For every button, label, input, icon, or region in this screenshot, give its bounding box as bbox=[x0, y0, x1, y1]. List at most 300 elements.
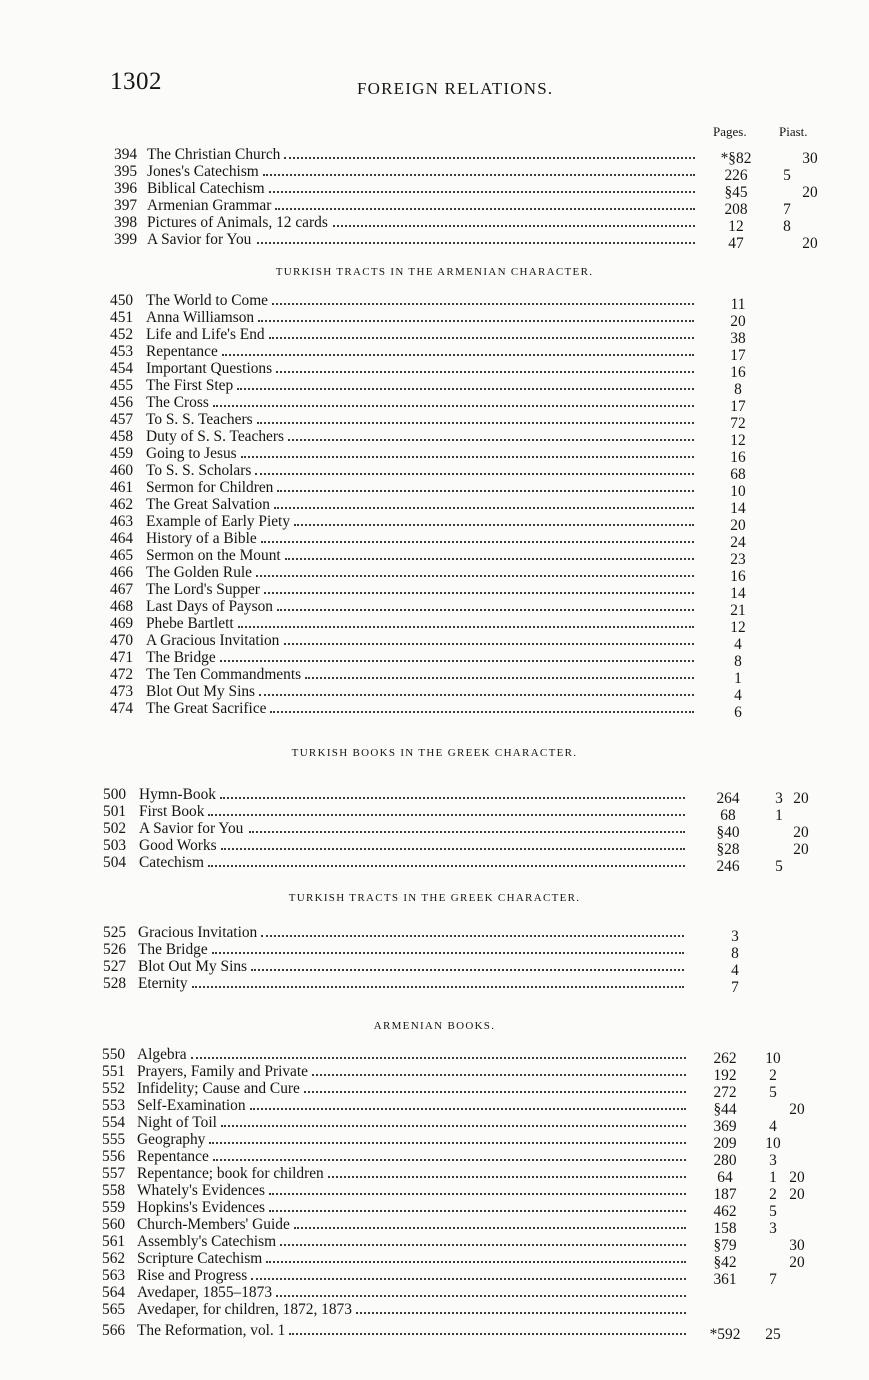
item-title: Going to Jesus bbox=[146, 445, 237, 462]
piasters-value: 3 bbox=[769, 1152, 777, 1169]
pages-value: 38 bbox=[730, 330, 746, 347]
dot-leader bbox=[221, 1125, 686, 1127]
item-number: 526 bbox=[103, 941, 127, 958]
pages-value: 192 bbox=[713, 1067, 737, 1084]
table-row bbox=[0, 666, 869, 687]
item-title: The Great Salvation bbox=[146, 496, 270, 513]
pages-value: 262 bbox=[713, 1050, 737, 1067]
pages-value: 4 bbox=[734, 636, 742, 653]
table-row bbox=[0, 700, 869, 721]
item-number: 501 bbox=[103, 803, 127, 820]
table-row bbox=[0, 632, 869, 653]
table-row bbox=[0, 1216, 869, 1237]
dot-leader bbox=[269, 1210, 686, 1212]
pages-value: 208 bbox=[724, 201, 748, 218]
pages-value: 14 bbox=[730, 585, 746, 602]
table-row bbox=[0, 975, 869, 996]
item-number: 456 bbox=[110, 394, 134, 411]
item-title: Gracious Invitation bbox=[138, 924, 258, 941]
item-title: Duty of S. S. Teachers bbox=[146, 428, 284, 445]
pages-value: 68 bbox=[730, 466, 746, 483]
item-number: 564 bbox=[102, 1284, 126, 1301]
pages-value: 12 bbox=[730, 619, 746, 636]
dot-leader bbox=[294, 1227, 686, 1229]
item-number: 455 bbox=[110, 377, 134, 394]
item-title: The Cross bbox=[146, 394, 209, 411]
paras-value: 20 bbox=[789, 1169, 805, 1186]
table-row bbox=[0, 513, 869, 534]
dot-leader bbox=[241, 456, 694, 458]
table-row bbox=[0, 1284, 869, 1301]
item-number: 457 bbox=[110, 411, 134, 428]
item-number: 562 bbox=[102, 1250, 126, 1267]
item-title: The Lord's Supper bbox=[146, 581, 260, 598]
table-row bbox=[0, 1233, 869, 1254]
item-number: 563 bbox=[102, 1267, 126, 1284]
piasters-value: 5 bbox=[769, 1203, 777, 1220]
pages-value: 361 bbox=[713, 1271, 737, 1288]
dot-leader bbox=[270, 711, 694, 713]
dot-leader bbox=[288, 439, 694, 441]
piasters-value: 3 bbox=[769, 1220, 777, 1237]
item-number: 469 bbox=[110, 615, 134, 632]
table-row bbox=[0, 309, 869, 330]
table-row bbox=[0, 360, 869, 381]
item-number: 553 bbox=[102, 1097, 126, 1114]
pages-value: 72 bbox=[730, 415, 746, 432]
pages-value: 187 bbox=[713, 1186, 737, 1203]
dot-leader bbox=[269, 1193, 686, 1195]
piasters-value: 7 bbox=[783, 201, 791, 218]
item-number: 473 bbox=[110, 683, 134, 700]
dot-leader bbox=[251, 1278, 686, 1280]
dot-leader bbox=[280, 1244, 686, 1246]
item-number: 561 bbox=[102, 1233, 126, 1250]
pages-value: §42 bbox=[713, 1254, 737, 1271]
item-number: 467 bbox=[110, 581, 134, 598]
dot-leader bbox=[256, 575, 694, 577]
item-title: Pictures of Animals, 12 cards bbox=[147, 214, 328, 231]
item-title: Hymn-Book bbox=[139, 786, 216, 803]
pages-value: 12 bbox=[728, 218, 744, 235]
pages-value: §44 bbox=[713, 1101, 737, 1118]
table-row bbox=[0, 292, 869, 313]
table-row bbox=[0, 197, 869, 218]
pages-value: 4 bbox=[731, 962, 739, 979]
item-title: Algebra bbox=[137, 1046, 187, 1063]
paras-value: 30 bbox=[789, 1237, 805, 1254]
item-title: Life and Life's End bbox=[146, 326, 265, 343]
dot-leader bbox=[269, 191, 695, 193]
item-title: Good Works bbox=[139, 837, 217, 854]
pages-value: 11 bbox=[730, 296, 746, 313]
pages-value: 1 bbox=[734, 670, 742, 687]
table-row bbox=[0, 1131, 869, 1152]
dot-leader bbox=[209, 1142, 686, 1144]
table-row bbox=[0, 445, 869, 466]
item-title: Repentance bbox=[146, 343, 218, 360]
pages-value: 14 bbox=[730, 500, 746, 517]
piasters-value: 8 bbox=[783, 218, 791, 235]
item-title: Example of Early Piety bbox=[146, 513, 291, 530]
dot-leader bbox=[264, 592, 694, 594]
pages-value: 272 bbox=[713, 1084, 737, 1101]
paras-value: 20 bbox=[789, 1186, 805, 1203]
item-number: 556 bbox=[102, 1148, 126, 1165]
dot-leader bbox=[328, 1176, 686, 1178]
item-title: The Reformation, vol. 1 bbox=[137, 1322, 286, 1339]
item-number: 550 bbox=[102, 1046, 126, 1063]
item-title: The Christian Church bbox=[147, 146, 281, 163]
item-number: 559 bbox=[102, 1199, 126, 1216]
pages-value: 23 bbox=[730, 551, 746, 568]
item-number: 528 bbox=[103, 975, 127, 992]
pages-value: 226 bbox=[724, 167, 748, 184]
item-title: To S. S. Scholars bbox=[146, 462, 252, 479]
item-title: To S. S. Teachers bbox=[146, 411, 253, 428]
paras-value: 20 bbox=[802, 235, 818, 252]
dot-leader bbox=[277, 490, 694, 492]
item-number: 470 bbox=[110, 632, 134, 649]
section-title: TURKISH TRACTS IN THE ARMENIAN CHARACTER. bbox=[275, 266, 594, 278]
item-number: 450 bbox=[110, 292, 134, 309]
pages-value: 246 bbox=[716, 858, 740, 875]
table-row bbox=[0, 343, 869, 364]
pages-value: §45 bbox=[724, 184, 748, 201]
pages-value: *592 bbox=[709, 1326, 741, 1343]
table-row bbox=[0, 581, 869, 602]
table-row bbox=[0, 1199, 869, 1220]
column-header-piasters: Piast. bbox=[779, 124, 808, 139]
pages-value: 8 bbox=[734, 381, 742, 398]
item-number: 555 bbox=[102, 1131, 126, 1148]
table-row bbox=[0, 214, 869, 235]
table-row bbox=[0, 1322, 869, 1343]
pages-value: 20 bbox=[730, 517, 746, 534]
pages-value: *§82 bbox=[720, 150, 752, 167]
dot-leader bbox=[220, 660, 694, 662]
dot-leader bbox=[250, 1108, 686, 1110]
item-title: Self-Examination bbox=[137, 1097, 246, 1114]
item-title: Important Questions bbox=[146, 360, 273, 377]
item-number: 395 bbox=[114, 163, 138, 180]
dot-leader bbox=[276, 1295, 686, 1297]
pages-value: 369 bbox=[713, 1118, 737, 1135]
piasters-value: 4 bbox=[769, 1118, 777, 1135]
table-row bbox=[0, 1046, 869, 1067]
item-title: Night of Toil bbox=[137, 1114, 217, 1131]
pages-value: 10 bbox=[730, 483, 746, 500]
pages-value: 7 bbox=[731, 979, 739, 996]
item-title: Hopkins's Evidences bbox=[137, 1199, 266, 1216]
piasters-value: 10 bbox=[765, 1135, 781, 1152]
item-title: Church-Members' Guide bbox=[137, 1216, 290, 1233]
item-title: Avedaper, for children, 1872, 1873 bbox=[137, 1301, 352, 1318]
dot-leader bbox=[213, 1159, 686, 1161]
item-number: 565 bbox=[102, 1301, 126, 1318]
pages-value: 21 bbox=[730, 602, 746, 619]
dot-leader bbox=[251, 969, 684, 971]
item-title: Rise and Progress bbox=[137, 1267, 248, 1284]
item-number: 451 bbox=[110, 309, 134, 326]
dot-leader bbox=[276, 371, 694, 373]
paras-value: 30 bbox=[802, 150, 818, 167]
table-row bbox=[0, 326, 869, 347]
column-header-pages: Pages. bbox=[713, 124, 747, 139]
paras-value: 20 bbox=[793, 841, 809, 858]
table-row bbox=[0, 411, 869, 432]
paras-value: 20 bbox=[793, 790, 809, 807]
piasters-value: 25 bbox=[765, 1326, 781, 1343]
item-title: Biblical Catechism bbox=[147, 180, 265, 197]
table-row bbox=[0, 547, 869, 568]
table-row bbox=[0, 1114, 869, 1135]
table-row bbox=[0, 428, 869, 449]
table-row bbox=[0, 683, 869, 704]
item-title: Armenian Grammar bbox=[147, 197, 272, 214]
item-number: 452 bbox=[110, 326, 134, 343]
paras-value: 20 bbox=[802, 184, 818, 201]
dot-leader bbox=[356, 1312, 686, 1314]
piasters-value: 5 bbox=[783, 167, 791, 184]
dot-leader bbox=[263, 174, 695, 176]
running-head: FOREIGN RELATIONS. bbox=[357, 79, 554, 98]
piasters-value: 2 bbox=[769, 1186, 777, 1203]
dot-leader bbox=[294, 524, 694, 526]
item-number: 466 bbox=[110, 564, 134, 581]
dot-leader bbox=[333, 225, 695, 227]
pages-value: 3 bbox=[731, 928, 739, 945]
dot-leader bbox=[255, 473, 694, 475]
item-number: 527 bbox=[103, 958, 127, 975]
table-row bbox=[0, 615, 869, 636]
item-number: 463 bbox=[110, 513, 134, 530]
item-number: 465 bbox=[110, 547, 134, 564]
pages-value: 64 bbox=[717, 1169, 733, 1186]
item-number: 566 bbox=[102, 1322, 126, 1339]
item-number: 399 bbox=[114, 231, 138, 248]
item-number: 474 bbox=[110, 700, 134, 717]
item-title: History of a Bible bbox=[146, 530, 257, 547]
item-number: 554 bbox=[102, 1114, 126, 1131]
pages-value: 68 bbox=[720, 807, 736, 824]
item-title: A Gracious Invitation bbox=[146, 632, 280, 649]
item-title: Sermon for Children bbox=[146, 479, 274, 496]
table-row bbox=[0, 1182, 869, 1203]
item-title: Catechism bbox=[139, 854, 204, 871]
item-title: Avedaper, 1855–1873 bbox=[137, 1284, 273, 1301]
item-title: Infidelity; Cause and Cure bbox=[137, 1080, 300, 1097]
item-number: 558 bbox=[102, 1182, 126, 1199]
section-title: TURKISH BOOKS IN THE GREEK CHARACTER. bbox=[291, 747, 578, 759]
item-number: 525 bbox=[103, 924, 127, 941]
piasters-value: 5 bbox=[769, 1084, 777, 1101]
item-number: 500 bbox=[103, 786, 127, 803]
piasters-value: 10 bbox=[765, 1050, 781, 1067]
table-row bbox=[0, 146, 869, 167]
item-title: Scripture Catechism bbox=[137, 1250, 263, 1267]
dot-leader bbox=[257, 242, 695, 244]
dot-leader bbox=[274, 507, 694, 509]
item-title: The Bridge bbox=[146, 649, 216, 666]
item-title: Repentance; book for children bbox=[137, 1165, 324, 1182]
dot-leader bbox=[222, 354, 694, 356]
dot-leader bbox=[285, 558, 694, 560]
dot-leader bbox=[266, 1261, 686, 1263]
item-number: 464 bbox=[110, 530, 134, 547]
item-title: Prayers, Family and Private bbox=[137, 1063, 308, 1080]
table-row bbox=[0, 1301, 869, 1318]
dot-leader bbox=[261, 541, 694, 543]
dot-leader bbox=[269, 337, 694, 339]
item-title: The Ten Commandments bbox=[146, 666, 302, 683]
dot-leader bbox=[208, 865, 685, 867]
table-row bbox=[0, 394, 869, 415]
table-row bbox=[0, 1080, 869, 1101]
dot-leader bbox=[192, 986, 684, 988]
item-title: Phebe Bartlett bbox=[146, 615, 234, 632]
paras-value: 20 bbox=[789, 1254, 805, 1271]
pages-value: 462 bbox=[713, 1203, 737, 1220]
item-title: Assembly's Catechism bbox=[137, 1233, 277, 1250]
item-title: Eternity bbox=[138, 975, 188, 992]
table-row bbox=[0, 1097, 869, 1118]
table-row bbox=[0, 377, 869, 398]
table-row bbox=[0, 530, 869, 551]
table-row bbox=[0, 598, 869, 619]
table-row bbox=[0, 462, 869, 483]
pages-value: 16 bbox=[730, 568, 746, 585]
dot-leader bbox=[272, 303, 694, 305]
table-row bbox=[0, 1267, 869, 1288]
item-number: 458 bbox=[110, 428, 134, 445]
item-number: 398 bbox=[114, 214, 138, 231]
paras-value: 20 bbox=[793, 824, 809, 841]
dot-leader bbox=[238, 626, 694, 628]
piasters-value: 5 bbox=[775, 858, 783, 875]
item-title: First Book bbox=[139, 803, 205, 820]
pages-value: 8 bbox=[731, 945, 739, 962]
table-row bbox=[0, 496, 869, 517]
item-number: 552 bbox=[102, 1080, 126, 1097]
page-number: 1302 bbox=[110, 68, 162, 95]
pages-value: 17 bbox=[730, 398, 746, 415]
pages-value: §28 bbox=[716, 841, 740, 858]
pages-value: 16 bbox=[730, 364, 746, 381]
item-title: Repentance bbox=[137, 1148, 209, 1165]
dot-leader bbox=[277, 609, 694, 611]
item-title: The First Step bbox=[146, 377, 234, 394]
item-title: A Savior for You bbox=[139, 820, 244, 837]
piasters-value: 1 bbox=[775, 807, 783, 824]
table-row bbox=[0, 958, 869, 979]
item-number: 459 bbox=[110, 445, 134, 462]
dot-leader bbox=[275, 208, 695, 210]
item-number: 504 bbox=[103, 854, 127, 871]
pages-value: 209 bbox=[713, 1135, 737, 1152]
table-row bbox=[0, 820, 869, 841]
item-title: Jones's Catechism bbox=[147, 163, 259, 180]
item-title: Geography bbox=[137, 1131, 206, 1148]
dot-leader bbox=[191, 1057, 686, 1059]
dot-leader bbox=[284, 643, 694, 645]
dot-leader bbox=[208, 814, 685, 816]
pages-value: 158 bbox=[713, 1220, 737, 1237]
item-title: Anna Williamson bbox=[146, 309, 255, 326]
item-number: 394 bbox=[114, 146, 138, 163]
dot-leader bbox=[261, 935, 684, 937]
table-row bbox=[0, 479, 869, 500]
item-title: The Golden Rule bbox=[146, 564, 252, 581]
item-number: 454 bbox=[110, 360, 134, 377]
dot-leader bbox=[259, 694, 694, 696]
dot-leader bbox=[249, 831, 685, 833]
dot-leader bbox=[258, 320, 694, 322]
item-number: 396 bbox=[114, 180, 138, 197]
pages-value: 264 bbox=[716, 790, 740, 807]
dot-leader bbox=[213, 405, 694, 407]
table-row bbox=[0, 854, 869, 875]
table-row bbox=[0, 924, 869, 945]
section-title: ARMENIAN BOOKS. bbox=[373, 1020, 496, 1032]
item-title: Blot Out My Sins bbox=[138, 958, 248, 975]
pages-value: 47 bbox=[728, 235, 744, 252]
pages-value: §40 bbox=[716, 824, 740, 841]
dot-leader bbox=[237, 388, 694, 390]
item-number: 560 bbox=[102, 1216, 126, 1233]
table-row bbox=[0, 837, 869, 858]
dot-leader bbox=[289, 1333, 686, 1335]
table-row bbox=[0, 1250, 869, 1271]
piasters-value: 7 bbox=[769, 1271, 777, 1288]
dot-leader bbox=[312, 1074, 686, 1076]
table-row bbox=[0, 1165, 869, 1186]
item-title: Last Days of Payson bbox=[146, 598, 273, 615]
table-row bbox=[0, 803, 869, 824]
section-title: TURKISH TRACTS IN THE GREEK CHARACTER. bbox=[288, 892, 581, 904]
item-title: Whately's Evidences bbox=[137, 1182, 265, 1199]
item-number: 397 bbox=[114, 197, 138, 214]
dot-leader bbox=[304, 1091, 686, 1093]
table-row bbox=[0, 1063, 869, 1084]
table-row bbox=[0, 180, 869, 201]
item-number: 503 bbox=[103, 837, 127, 854]
piasters-value: 2 bbox=[769, 1067, 777, 1084]
item-number: 461 bbox=[110, 479, 134, 496]
dot-leader bbox=[305, 677, 694, 679]
pages-value: 280 bbox=[713, 1152, 737, 1169]
pages-value: 16 bbox=[730, 449, 746, 466]
item-number: 471 bbox=[110, 649, 134, 666]
piasters-value: 1 bbox=[769, 1169, 777, 1186]
item-number: 551 bbox=[102, 1063, 126, 1080]
pages-value: 20 bbox=[730, 313, 746, 330]
item-number: 472 bbox=[110, 666, 134, 683]
item-title: Sermon on the Mount bbox=[146, 547, 281, 564]
table-row bbox=[0, 231, 869, 252]
table-row bbox=[0, 649, 869, 670]
pages-value: §79 bbox=[713, 1237, 737, 1254]
pages-value: 6 bbox=[734, 704, 742, 721]
item-number: 502 bbox=[103, 820, 127, 837]
table-row bbox=[0, 564, 869, 585]
table-row bbox=[0, 163, 869, 184]
piasters-value: 3 bbox=[775, 790, 783, 807]
item-number: 462 bbox=[110, 496, 134, 513]
table-row bbox=[0, 786, 869, 807]
item-title: A Savior for You bbox=[147, 231, 252, 248]
item-number: 557 bbox=[102, 1165, 126, 1182]
